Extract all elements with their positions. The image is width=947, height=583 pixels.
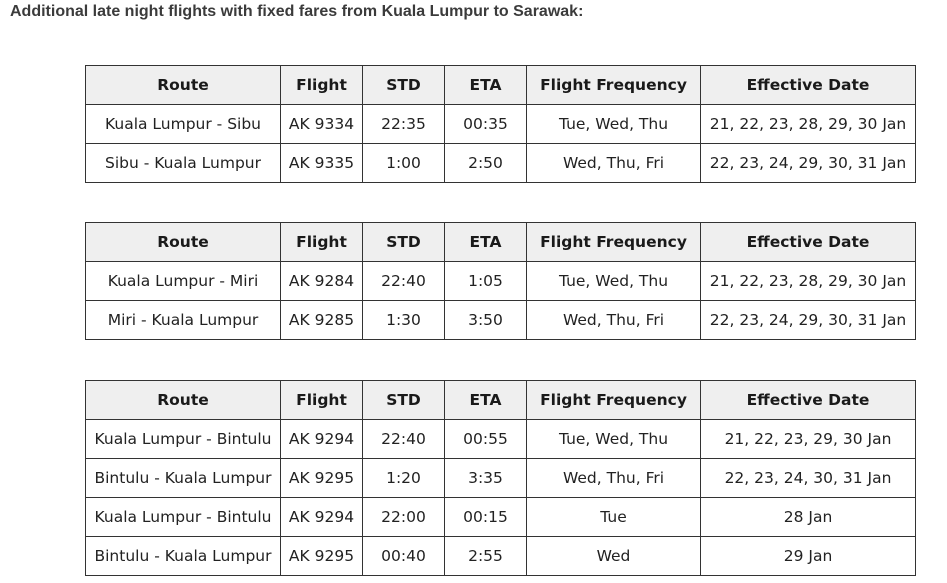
flight-cell: AK 9285 — [281, 301, 363, 340]
flight-cell: AK 9334 — [281, 105, 363, 144]
frequency-cell: Wed — [527, 537, 701, 576]
col-frequency-header: Flight Frequency — [527, 381, 701, 420]
flight-cell: AK 9294 — [281, 498, 363, 537]
flight-cell: AK 9295 — [281, 537, 363, 576]
frequency-cell: Tue, Wed, Thu — [527, 262, 701, 301]
table-header-row — [86, 66, 916, 105]
frequency-cell: Tue, Wed, Thu — [527, 105, 701, 144]
table-row — [86, 262, 916, 301]
route-cell: Kuala Lumpur - Bintulu — [86, 420, 281, 459]
eta-cell: 00:35 — [445, 105, 527, 144]
page-heading: Additional late night flights with fixed fares from Kuala Lumpur to Sarawak: — [10, 3, 584, 20]
table-row — [86, 498, 916, 537]
col-route-header: Route — [86, 66, 281, 105]
table-row — [86, 144, 916, 183]
std-cell: 1:00 — [363, 144, 445, 183]
effective-date-cell: 29 Jan — [701, 537, 916, 576]
std-cell: 22:00 — [363, 498, 445, 537]
eta-cell: 3:50 — [445, 301, 527, 340]
col-std-header: STD — [363, 381, 445, 420]
frequency-cell: Wed, Thu, Fri — [527, 459, 701, 498]
eta-cell: 00:15 — [445, 498, 527, 537]
effective-date-cell: 21, 22, 23, 28, 29, 30 Jan — [701, 105, 916, 144]
flight-cell: AK 9284 — [281, 262, 363, 301]
table-row — [86, 105, 916, 144]
eta-cell: 3:35 — [445, 459, 527, 498]
frequency-cell: Tue, Wed, Thu — [527, 420, 701, 459]
bintulu-flights-table — [85, 380, 916, 576]
std-cell: 22:40 — [363, 262, 445, 301]
effective-date-cell: 28 Jan — [701, 498, 916, 537]
col-flight-header: Flight — [281, 381, 363, 420]
sibu-flights-table — [85, 65, 916, 183]
table-row — [86, 420, 916, 459]
effective-date-cell: 22, 23, 24, 30, 31 Jan — [701, 459, 916, 498]
col-eta-header: ETA — [445, 381, 527, 420]
col-eta-header: ETA — [445, 223, 527, 262]
col-route-header: Route — [86, 223, 281, 262]
col-std-header: STD — [363, 66, 445, 105]
flight-cell: AK 9295 — [281, 459, 363, 498]
col-route-header: Route — [86, 381, 281, 420]
std-cell: 00:40 — [363, 537, 445, 576]
col-std-header: STD — [363, 223, 445, 262]
table-row — [86, 537, 916, 576]
table-header-row — [86, 223, 916, 262]
std-cell: 1:30 — [363, 301, 445, 340]
std-cell: 22:35 — [363, 105, 445, 144]
route-cell: Kuala Lumpur - Bintulu — [86, 498, 281, 537]
table-header-row — [86, 381, 916, 420]
frequency-cell: Tue — [527, 498, 701, 537]
effective-date-cell: 22, 23, 24, 29, 30, 31 Jan — [701, 144, 916, 183]
col-effective-date-header: Effective Date — [701, 66, 916, 105]
effective-date-cell: 22, 23, 24, 29, 30, 31 Jan — [701, 301, 916, 340]
table-row — [86, 459, 916, 498]
std-cell: 1:20 — [363, 459, 445, 498]
col-flight-header: Flight — [281, 66, 363, 105]
col-flight-header: Flight — [281, 223, 363, 262]
route-cell: Kuala Lumpur - Miri — [86, 262, 281, 301]
eta-cell: 2:55 — [445, 537, 527, 576]
col-eta-header: ETA — [445, 66, 527, 105]
frequency-cell: Wed, Thu, Fri — [527, 144, 701, 183]
route-cell: Sibu - Kuala Lumpur — [86, 144, 281, 183]
flight-cell: AK 9335 — [281, 144, 363, 183]
eta-cell: 1:05 — [445, 262, 527, 301]
effective-date-cell: 21, 22, 23, 29, 30 Jan — [701, 420, 916, 459]
route-cell: Miri - Kuala Lumpur — [86, 301, 281, 340]
col-frequency-header: Flight Frequency — [527, 223, 701, 262]
effective-date-cell: 21, 22, 23, 28, 29, 30 Jan — [701, 262, 916, 301]
miri-flights-table — [85, 222, 916, 340]
col-effective-date-header: Effective Date — [701, 223, 916, 262]
std-cell: 22:40 — [363, 420, 445, 459]
table-row — [86, 301, 916, 340]
frequency-cell: Wed, Thu, Fri — [527, 301, 701, 340]
route-cell: Bintulu - Kuala Lumpur — [86, 459, 281, 498]
eta-cell: 2:50 — [445, 144, 527, 183]
route-cell: Kuala Lumpur - Sibu — [86, 105, 281, 144]
eta-cell: 00:55 — [445, 420, 527, 459]
route-cell: Bintulu - Kuala Lumpur — [86, 537, 281, 576]
col-effective-date-header: Effective Date — [701, 381, 916, 420]
flight-cell: AK 9294 — [281, 420, 363, 459]
col-frequency-header: Flight Frequency — [527, 66, 701, 105]
